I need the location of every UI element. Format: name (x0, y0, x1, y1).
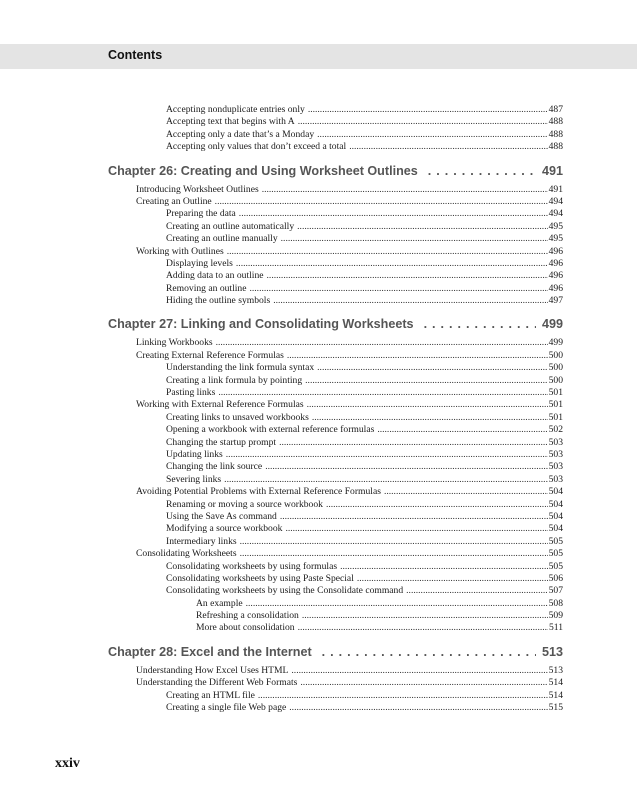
toc-chapter-heading[interactable] (108, 163, 563, 179)
toc-entry-title: Chapter 26: Creating and Using Worksheet Outlines (108, 163, 418, 178)
toc-page-number: 503 (548, 436, 563, 448)
toc-entry-title: Creating External Reference Formulas (136, 349, 284, 361)
toc-page-number: 487 (548, 104, 563, 115)
toc-entry[interactable] (108, 196, 563, 208)
toc-entry-title: Introducing Worksheet Outlines (136, 183, 259, 195)
toc-page-number: 505 (548, 548, 563, 560)
toc-page-number: 501 (548, 399, 563, 411)
toc-entry-title: Using the Save As command (166, 510, 277, 522)
toc-page-number: 500 (548, 349, 563, 361)
toc-chapter-heading[interactable] (108, 644, 563, 660)
dot-leader (305, 375, 547, 387)
toc-entry-title: Opening a workbook with external reference formulas (166, 424, 375, 436)
toc-entry-title: Intermediary links (166, 535, 237, 547)
toc-entry[interactable] (108, 511, 563, 523)
toc-entry-title: Creating an HTML file (166, 689, 255, 701)
toc-entry-title: Updating links (166, 448, 223, 460)
toc-entry[interactable] (108, 598, 563, 610)
dot-leader (340, 561, 548, 573)
toc-page-number: 513 (541, 644, 563, 659)
toc-entry[interactable] (108, 536, 563, 548)
dot-leader (312, 412, 548, 424)
toc-page-number: 506 (548, 572, 563, 584)
toc-page-number: 501 (548, 411, 563, 423)
toc-entry-title: Avoiding Potential Problems with External Reference Formulas (136, 486, 381, 498)
toc-entry[interactable] (108, 690, 563, 702)
dot-leader (308, 104, 548, 116)
toc-page-number: 500 (548, 374, 563, 386)
toc-entry[interactable] (108, 474, 563, 486)
dot-leader (326, 499, 548, 511)
toc-page-number: 488 (548, 141, 563, 153)
toc-entry[interactable] (108, 486, 563, 498)
toc-entry[interactable] (108, 258, 563, 270)
toc-entry-title: Pasting links (166, 387, 216, 399)
toc-page-number: 504 (548, 523, 563, 535)
dot-leader (298, 622, 548, 634)
toc-entry-title: Changing the startup prompt (166, 436, 277, 448)
running-header-title: Contents (108, 48, 163, 62)
dot-leader (297, 221, 547, 233)
toc-page-number: 488 (548, 128, 563, 140)
toc-page-number: 509 (548, 610, 563, 622)
toc-entry[interactable] (108, 677, 563, 689)
toc-page-number: 513 (548, 664, 563, 676)
toc-entry-title: Linking Workbooks (136, 337, 213, 349)
dot-leader (287, 350, 548, 362)
toc-page-number: 514 (548, 689, 563, 701)
dot-leader (249, 283, 547, 295)
toc-entry[interactable] (108, 104, 563, 116)
toc-entry-title: Creating a single file Web page (166, 702, 287, 714)
dot-leader (218, 387, 547, 399)
toc-entry-title: Renaming or moving a source workbook (166, 498, 323, 510)
toc-entry[interactable] (108, 461, 563, 473)
toc-page-number: 496 (548, 257, 563, 269)
dot-leader (298, 116, 548, 128)
toc-entry-title: Understanding the Different Web Formats (136, 677, 298, 689)
toc-entry-title: Accepting only values that don’t exceed a total (166, 141, 347, 153)
dot-leader (239, 208, 548, 220)
dot-leader (281, 233, 548, 245)
toc-entry-title: Creating an outline automatically (166, 220, 295, 232)
toc-page-number: 496 (548, 282, 563, 294)
toc-page-number: 496 (548, 245, 563, 257)
toc-entry-title: Creating an Outline (136, 195, 212, 207)
toc-entry-title: Modifying a source workbook (166, 523, 283, 535)
running-header-band (0, 44, 637, 69)
toc-entry-title: Creating an outline manually (166, 233, 278, 245)
toc-entry-title: Refreshing a consolidation (196, 610, 299, 622)
table-of-contents (108, 104, 563, 714)
dot-leader (377, 424, 547, 436)
toc-page-number: 495 (548, 220, 563, 232)
dot-leader (428, 163, 536, 179)
toc-entry[interactable] (108, 573, 563, 585)
dot-leader (317, 129, 547, 141)
toc-page-number: 508 (548, 597, 563, 609)
dot-leader (273, 295, 547, 307)
toc-entry-title: Creating a link formula by pointing (166, 374, 303, 386)
toc-entry[interactable] (108, 622, 563, 634)
toc-entry-title: Accepting nonduplicate entries only (166, 104, 305, 115)
toc-entry-title: Consolidating worksheets by using the Consolidate command (166, 585, 404, 597)
toc-entry[interactable] (108, 499, 563, 511)
toc-page-number: 494 (548, 208, 563, 220)
toc-page-number: 501 (548, 387, 563, 399)
dot-leader (384, 486, 548, 498)
toc-entry-title: Adding data to an outline (166, 270, 264, 282)
toc-page-number: 502 (548, 424, 563, 436)
toc-entry[interactable] (108, 702, 563, 714)
toc-entry[interactable] (108, 399, 563, 411)
toc-entry-title: Severing links (166, 473, 222, 485)
toc-entry-title: Changing the link source (166, 461, 263, 473)
toc-page-number: 488 (548, 116, 563, 128)
toc-page-number: 504 (548, 486, 563, 498)
dot-leader (289, 702, 547, 714)
toc-entry[interactable] (108, 548, 563, 560)
toc-entry[interactable] (108, 129, 563, 141)
dot-leader (406, 585, 547, 597)
toc-page-number: 504 (548, 510, 563, 522)
toc-entry-title: Chapter 28: Excel and the Internet (108, 644, 312, 659)
toc-entry[interactable] (108, 270, 563, 282)
toc-page-number: 504 (548, 498, 563, 510)
dot-leader (302, 610, 548, 622)
dot-leader (300, 677, 547, 689)
toc-page-number: 500 (548, 362, 563, 374)
toc-page-number: 491 (541, 163, 563, 178)
toc-entry[interactable] (108, 585, 563, 597)
dot-leader (424, 316, 536, 332)
dot-leader (258, 690, 548, 702)
toc-entry-title: Chapter 27: Linking and Consolidating Worksheets (108, 317, 414, 332)
toc-entry[interactable] (108, 412, 563, 424)
toc-entry[interactable] (108, 246, 563, 258)
toc-page-number: 499 (548, 337, 563, 349)
dot-leader (357, 573, 548, 585)
toc-entry[interactable] (108, 141, 563, 153)
toc-page-number: 507 (548, 585, 563, 597)
dot-leader (285, 523, 547, 535)
toc-entry[interactable] (108, 116, 563, 128)
dot-leader (224, 474, 547, 486)
toc-entry[interactable] (108, 184, 563, 196)
toc-entry-title: Working with Outlines (136, 245, 224, 257)
toc-entry[interactable] (108, 221, 563, 233)
toc-entry[interactable] (108, 387, 563, 399)
toc-entry-title: Understanding the link formula syntax (166, 362, 315, 374)
toc-entry-title: Hiding the outline symbols (166, 295, 271, 307)
toc-entry-title: Consolidating worksheets by using Paste Special (166, 572, 354, 584)
toc-page-number: 496 (548, 270, 563, 282)
toc-page-number: 514 (548, 677, 563, 689)
toc-page-number: 495 (548, 233, 563, 245)
dot-leader (291, 665, 547, 677)
toc-page-number: 515 (548, 702, 563, 714)
dot-leader (279, 437, 548, 449)
dot-leader (215, 196, 548, 208)
toc-entry-title: Understanding How Excel Uses HTML (136, 664, 289, 676)
dot-leader (227, 246, 548, 258)
dot-leader (240, 536, 548, 548)
toc-entry-title: Consolidating Worksheets (136, 548, 237, 560)
toc-entry-title: Removing an outline (166, 282, 247, 294)
toc-entry[interactable] (108, 437, 563, 449)
toc-entry-title: Accepting text that begins with A (166, 116, 295, 128)
dot-leader (307, 399, 548, 411)
dot-leader (280, 511, 548, 523)
dot-leader (265, 461, 547, 473)
dot-leader (349, 141, 547, 153)
toc-entry[interactable] (108, 283, 563, 295)
toc-page-number: 499 (541, 317, 563, 332)
dot-leader (226, 449, 548, 461)
toc-entry[interactable] (108, 208, 563, 220)
toc-page-number: 505 (548, 560, 563, 572)
toc-entry-title: Preparing the data (166, 208, 236, 220)
page-number: xxiv (55, 756, 80, 771)
toc-entry[interactable] (108, 362, 563, 374)
dot-leader (267, 270, 548, 282)
toc-entry[interactable] (108, 610, 563, 622)
toc-entry-title: Creating links to unsaved workbooks (166, 411, 309, 423)
toc-page-number: 494 (548, 195, 563, 207)
toc-entry[interactable] (108, 424, 563, 436)
toc-page-number: 503 (548, 448, 563, 460)
toc-entry[interactable] (108, 295, 563, 307)
toc-entry[interactable] (108, 233, 563, 245)
toc-entry[interactable] (108, 337, 563, 349)
dot-leader (240, 548, 548, 560)
toc-page-number: 511 (548, 622, 563, 634)
toc-entry[interactable] (108, 375, 563, 387)
toc-entry[interactable] (108, 350, 563, 362)
toc-entry-title: An example (196, 597, 243, 609)
toc-page-number: 497 (548, 295, 563, 307)
toc-page-number: 505 (548, 535, 563, 547)
toc-entry[interactable] (108, 561, 563, 573)
toc-entry-title: Displaying levels (166, 257, 233, 269)
dot-leader (236, 258, 548, 270)
toc-page-number: 503 (548, 461, 563, 473)
dot-leader (216, 337, 548, 349)
toc-page-number: 491 (548, 183, 563, 195)
toc-entry-title: More about consolidation (196, 622, 295, 634)
dot-leader (246, 598, 548, 610)
toc-entry[interactable] (108, 665, 563, 677)
toc-entry[interactable] (108, 523, 563, 535)
dot-leader (262, 184, 548, 196)
toc-entry-title: Accepting only a date that’s a Monday (166, 128, 315, 140)
dot-leader (317, 362, 547, 374)
toc-chapter-heading[interactable] (108, 316, 563, 332)
dot-leader (322, 644, 536, 660)
toc-entry-title: Consolidating worksheets by using formulas (166, 560, 338, 572)
toc-entry-title: Working with External Reference Formulas (136, 399, 304, 411)
toc-page-number: 503 (548, 473, 563, 485)
toc-entry[interactable] (108, 449, 563, 461)
